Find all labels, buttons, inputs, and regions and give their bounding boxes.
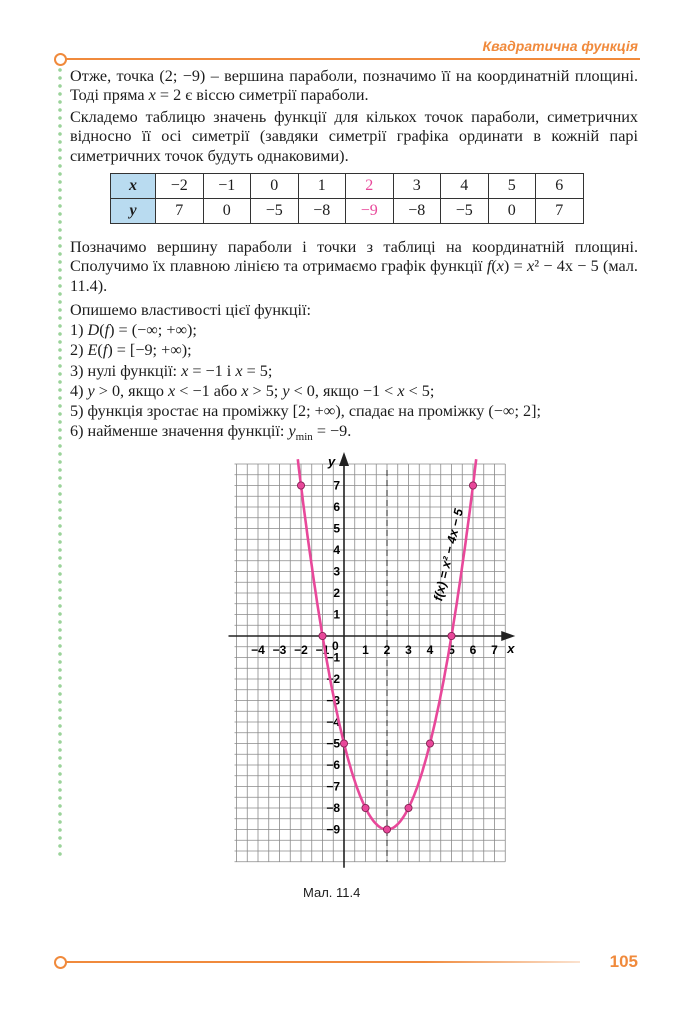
table-cell-x: 1	[298, 174, 346, 199]
figure-caption: Мал. 11.4	[303, 885, 361, 900]
y-tick-label: −7	[326, 779, 340, 794]
x-tick-label: −3	[272, 643, 287, 657]
data-point	[340, 740, 347, 747]
y-tick-label: −8	[326, 801, 340, 815]
y-tick-label: −9	[326, 822, 340, 837]
x-axis-arrow	[501, 631, 515, 641]
table-cell-x: −2	[156, 174, 204, 199]
paragraph-table-intro	[70, 108, 638, 166]
data-point	[426, 740, 433, 747]
y-tick-label: −6	[326, 758, 340, 772]
x-tick-label: 3	[405, 643, 412, 657]
table-cell-y: −8	[298, 199, 346, 224]
list-item: 1) D(f) = (−∞; +∞);	[70, 321, 197, 340]
table-cell-y: 7	[156, 199, 204, 224]
table-cell-y: 0	[488, 199, 536, 224]
table-cell-x: 3	[393, 174, 441, 199]
y-axis-label: y	[328, 454, 336, 469]
paragraph-text: Отже, точка (2; −9) – вершина параболи, позначимо її на координатній площині. Тоді пряма x = 2 є віссю симетрії параболи.	[70, 67, 638, 105]
y-tick-label: 3	[333, 564, 340, 579]
margin-dotted-rule	[57, 66, 63, 856]
y-tick-label: 1	[333, 607, 340, 622]
y-axis-arrow	[339, 452, 349, 466]
x-tick-label: −2	[294, 643, 308, 657]
x-axis-label: x	[507, 641, 515, 656]
data-point	[362, 804, 369, 811]
values-table	[110, 173, 584, 224]
table-cell-x: −1	[203, 174, 251, 199]
paragraph-vertex	[70, 67, 638, 106]
x-tick-label: 4	[426, 643, 434, 657]
origin-label: 0	[332, 639, 339, 653]
y-tick-label: 6	[333, 500, 340, 514]
list-item: 2) E(f) = [−9; +∞);	[70, 341, 192, 360]
paragraph-plot	[70, 238, 638, 296]
footer-rule	[60, 961, 580, 963]
table-row-y	[111, 199, 584, 224]
x-tick-label: 5	[448, 643, 455, 657]
properties-list	[70, 300, 541, 448]
data-point	[383, 826, 390, 833]
table-header-x: x	[111, 174, 156, 199]
y-tick-label: 7	[333, 478, 340, 493]
function-label: f(x) = x² − 4x − 5	[431, 507, 466, 603]
table-cell-y: 7	[536, 199, 584, 224]
data-point	[319, 632, 326, 639]
table-cell-x: 5	[488, 174, 536, 199]
table-cell-x: 0	[251, 174, 299, 199]
y-tick-label: −4	[326, 715, 340, 729]
paragraph-text: Складемо таблицю значень функції для кількох точок параболи, симетричних відносно її осі симетрії (завдяки симетрії графіка ординати в кожній парі симетричних точок будуть однаковими).	[70, 108, 638, 165]
table-cell-x: 4	[441, 174, 489, 199]
list-item: 6) найменше значення функції: $y_{min} = -9$.	[70, 422, 352, 444]
data-point	[448, 632, 455, 639]
table-cell-y: −9	[346, 199, 394, 224]
paragraph-text: Позначимо вершину параболи і точки з таблиці на координатній площині. Сполучимо їх плавною лінією та отримаємо графік функції f(x) = x² − 4x − 5 (мал. 11.4).	[70, 238, 638, 295]
y-tick-label: −3	[326, 693, 340, 708]
x-tick-label: −1	[315, 643, 330, 657]
header-ornament	[54, 53, 67, 66]
table-cell-x: 6	[536, 174, 584, 199]
table-cell-y: −5	[441, 199, 489, 224]
y-tick-label: −5	[326, 736, 340, 751]
y-tick-label: 4	[333, 543, 340, 557]
page-number: 105	[609, 952, 638, 971]
table-cell-y: 0	[203, 199, 251, 224]
list-item: 3) нулі функції: x = −1 і x = 5;	[70, 361, 273, 380]
running-head: Квадратична функція	[482, 38, 638, 54]
x-tick-label: 7	[491, 643, 498, 657]
y-tick-label: −2	[326, 672, 340, 686]
x-tick-label: −4	[251, 643, 265, 657]
table-cell-x: 2	[346, 174, 394, 199]
table-cell-y: −5	[251, 199, 299, 224]
list-item: 4) y > 0, якщо x < −1 або x > 5; y < 0, якщо −1 < x < 5;	[70, 381, 435, 400]
x-tick-label: 6	[469, 643, 477, 657]
header-rule	[60, 58, 640, 60]
data-point	[297, 482, 304, 489]
x-tick-label: 2	[383, 643, 391, 657]
x-tick-label: 1	[362, 643, 369, 657]
parabola-figure	[190, 440, 515, 880]
y-tick-label: −1	[326, 650, 340, 665]
table-header-y: y	[111, 199, 156, 224]
properties-intro: Опишемо властивості цієї функції:	[70, 301, 312, 319]
data-point	[469, 482, 476, 489]
table-row-x	[111, 174, 584, 199]
table-cell-y: −8	[393, 199, 441, 224]
y-tick-label: 2	[333, 586, 340, 600]
y-tick-label: 5	[333, 521, 340, 536]
list-item: 5) функція зростає на проміжку [2; +∞), спадає на проміжку (−∞; 2];	[70, 402, 542, 421]
footer-ornament	[54, 956, 67, 969]
data-point	[405, 804, 412, 811]
